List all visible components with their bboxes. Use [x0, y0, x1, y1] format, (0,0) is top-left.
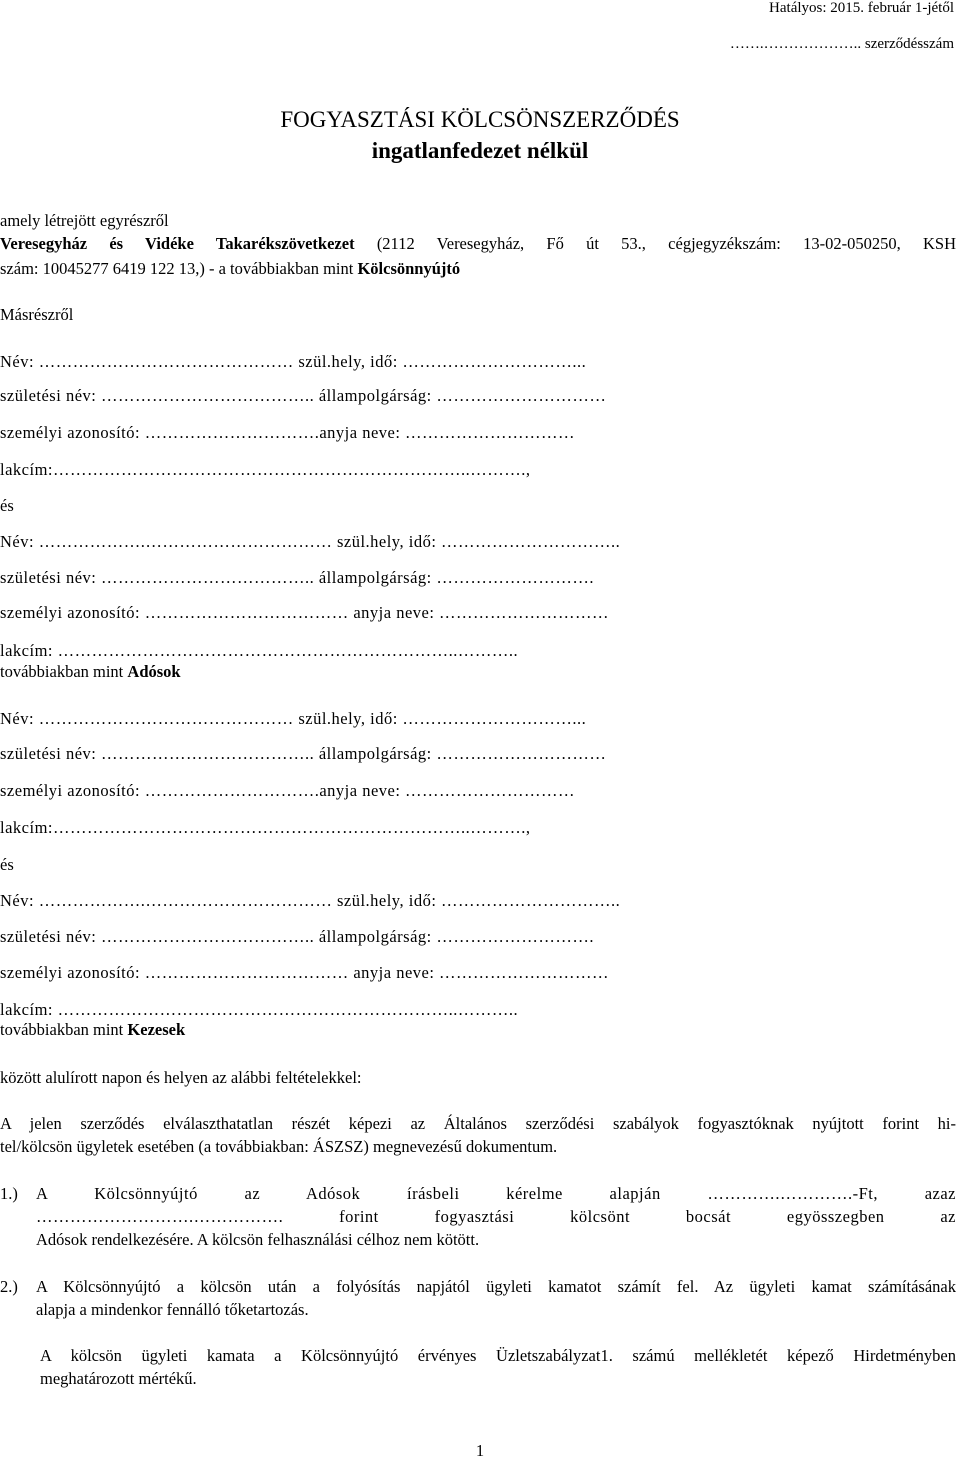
guarantor1-birthname-field: születési név: ……………………………….. állampolgárság: ………………………… [0, 744, 607, 763]
lender-line [0, 234, 956, 254]
guarantor2-name-field: Név: ……………….…………………………… szül.hely, idő: ………………………….. [0, 891, 621, 910]
guarantor1-name-field: Név: ……………………………………… szül.hely, idő: …………………………... [0, 709, 587, 728]
debtor-role-line [0, 662, 181, 682]
aszsz-paragraph-line2: tel/kölcsön ügyletek esetében (a továbbiakban: ÁSZSZ) megnevezésű dokumentum. [0, 1137, 558, 1156]
guarantor2-id-field: személyi azonosító: ……………………………… anyja neve: ………………………… [0, 963, 610, 982]
other-party-label: Másrészről [0, 305, 74, 324]
and-text: és [0, 496, 14, 515]
debtor-role-prefix: továbbiakban mint [0, 662, 128, 681]
lender-role: Kölcsönnyújtó [357, 259, 461, 278]
debtor1-address-field: lakcím:………………………………………………………………..………., [0, 460, 531, 479]
debtor1-id-field: személyi azonosító: ………………………….anyja neve: ………………………… [0, 423, 576, 442]
document-subtitle: ingatlanfedezet nélkül [371, 138, 589, 163]
guarantor2-address-field: lakcím: ……………………………………………………………..……….. [0, 1000, 519, 1019]
interest-paragraph-line2: meghatározott mértékű. [40, 1369, 197, 1388]
guarantor2-birthname-field: születési név: ……………………………….. állampolgárság: ………………………. [0, 927, 594, 946]
interest-paragraph-line1: A kölcsön ügyleti kamata a Kölcsönnyújtó érvényes Üzletszabályzat1. számú mellékletét képező Hirdetményben [40, 1346, 956, 1365]
document-title: FOGYASZTÁSI KÖLCSÖNSZERZŐDÉS [280, 107, 680, 132]
debtor1-name-field: Név: ……………………………………… szül.hely, idő: …………………………... [0, 352, 587, 371]
lender-details: (2112 Veresegyház, Fő út 53., cégjegyzékszám: 13-02-050250, KSH [354, 234, 956, 253]
section-1-line1: A Kölcsönnyújtó az Adósok írásbeli kérelme alapján ………….………….-Ft, azaz [36, 1184, 956, 1203]
intro-line: amely létrejött egyrészről [0, 211, 169, 230]
guarantor1-id-field: személyi azonosító: ………………………….anyja neve: ………………………… [0, 781, 576, 800]
guarantor-role-line [0, 1020, 185, 1040]
guarantor-role: Kezesek [127, 1020, 186, 1039]
debtor2-id-field: személyi azonosító: ……………………………… anyja neve: ………………………… [0, 603, 610, 622]
aszsz-paragraph-line1: A jelen szerződés elválaszthatatlan részét képezi az Általános szerződési szabályok fogyasztóknak nyújtott forint hi- [0, 1114, 956, 1133]
debtor2-birthname-field: születési név: ……………………………….. állampolgárság: ………………………. [0, 568, 594, 587]
guarantor1-address-field: lakcím:………………………………………………………………..………., [0, 818, 531, 837]
contract-number-field: …….……………….. szerződésszám [729, 36, 954, 52]
debtor2-address-field: lakcím: ……………………………………………………………..……….. [0, 641, 519, 660]
section-1-line2: ……………………….……………. forint fogyasztási kölcsönt bocsát egyösszegben az [36, 1207, 956, 1226]
section-2-line2: alapja a mindenkor fennálló tőketartozás. [36, 1300, 309, 1319]
debtor2-name-field: Név: ……………….…………………………… szül.hely, idő: ………………………….. [0, 532, 621, 551]
lender-ksh: szám: 10045277 6419 122 13,) - a továbbiakban mint [0, 259, 358, 278]
section-2-number: 2.) [0, 1277, 18, 1296]
validity-date: Hatályos: 2015. február 1-jétől [769, 0, 954, 16]
section-1-line3: Adósok rendelkezésére. A kölcsön felhasználási célhoz nem kötött. [36, 1230, 480, 1249]
debtor-role: Adósok [127, 662, 181, 681]
lender-role-line [0, 259, 460, 279]
section-2-line1: A Kölcsönnyújtó a kölcsön után a folyósítás napjától ügyleti kamatot számít fel. Az ügyleti kamat számításának [36, 1277, 956, 1296]
debtor1-birthname-field: születési név: ……………………………….. állampolgárság: ………………………… [0, 386, 607, 405]
section-1-number: 1.) [0, 1184, 18, 1203]
lender-name: Veresegyház és Vidéke Takarékszövetkezet [0, 234, 355, 253]
guarantor-role-prefix: továbbiakban mint [0, 1020, 128, 1039]
conditions-intro: között alulírott napon és helyen az alábbi feltételekkel: [0, 1068, 362, 1087]
page-number: 1 [475, 1441, 485, 1460]
and-text: és [0, 855, 14, 874]
